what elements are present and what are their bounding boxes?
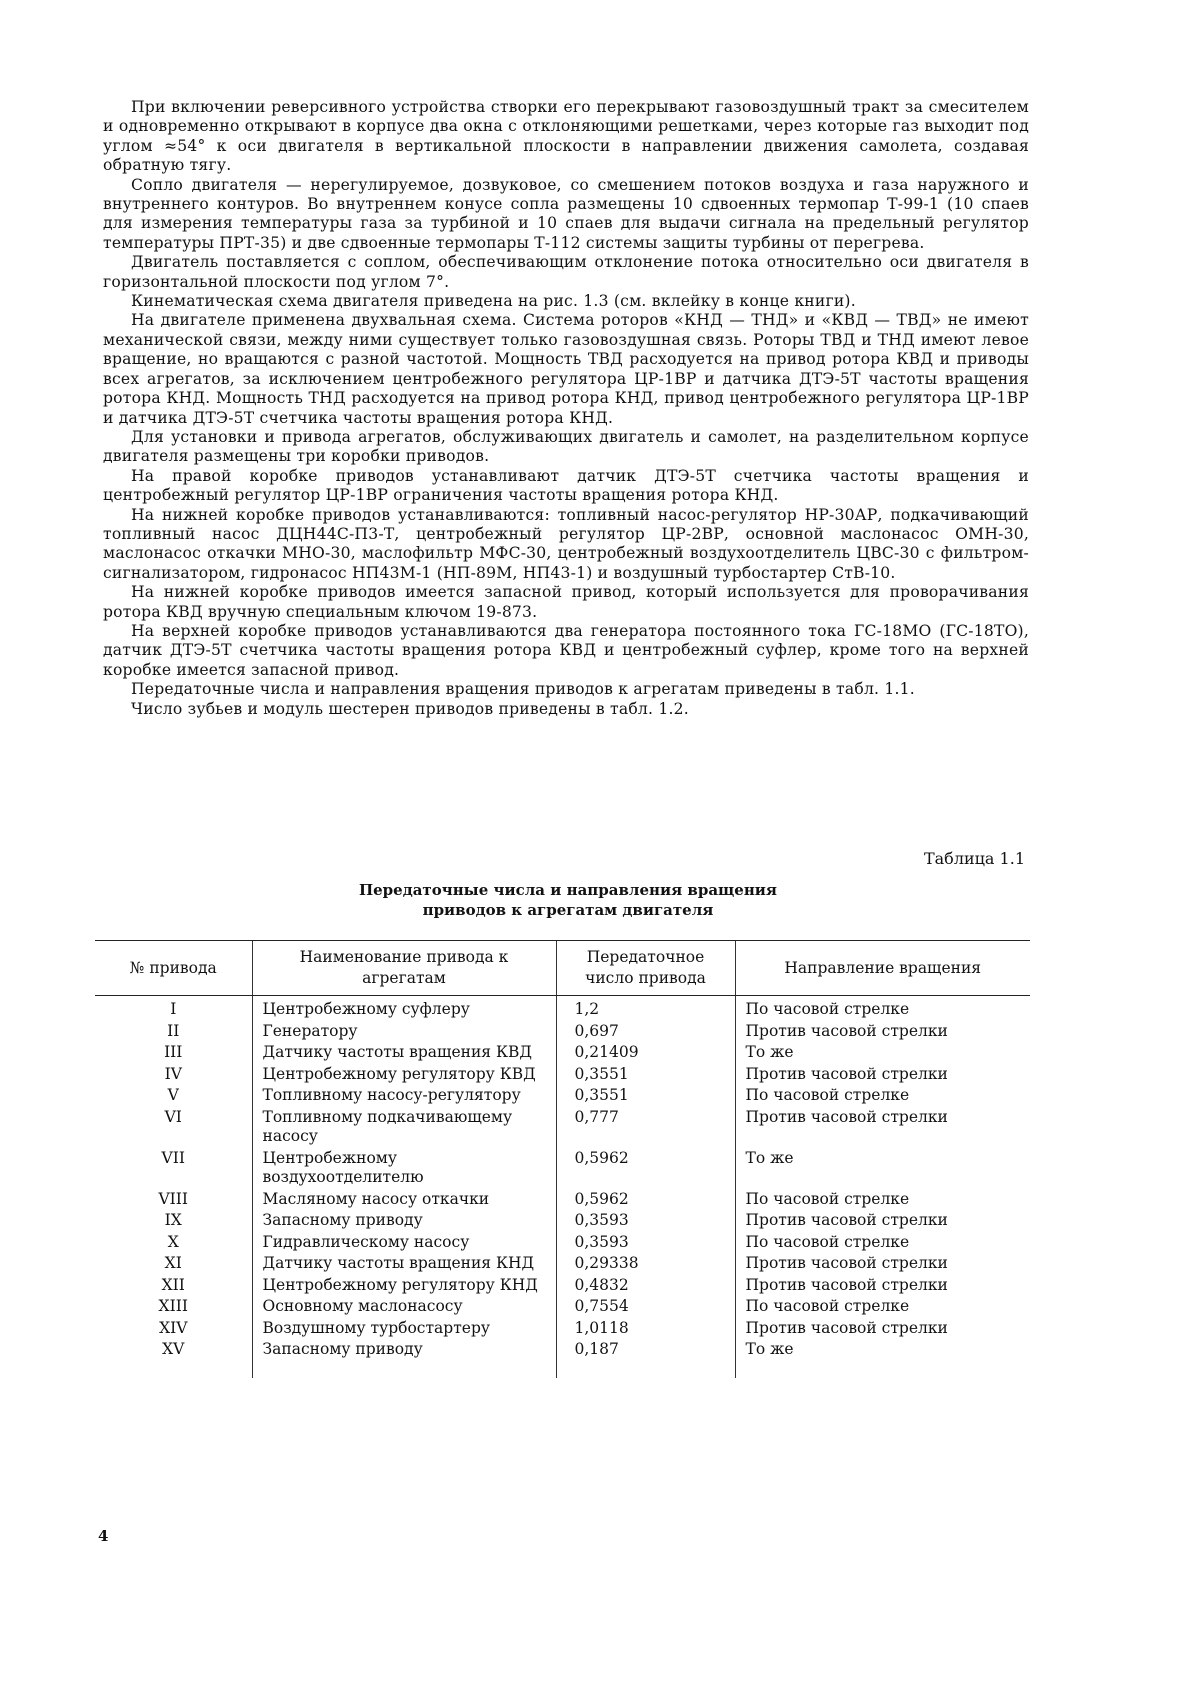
- drive-name-cell: Топливному насосу-регулятору: [252, 1086, 556, 1108]
- drive-number-cell: IV: [164, 1064, 182, 1083]
- paragraph: Кинематическая схема двигателя приведена на рис. 1.3 (см. вклейку в конце книги).: [131, 292, 856, 311]
- drive-number-cell: VI: [164, 1107, 182, 1126]
- drive-number-cell: II: [167, 1021, 180, 1040]
- paragraph: Для установки и привода агрегатов, обслуживающих двигатель и самолет, на разделительном корпусе двигателя размещены три коробки приводов.: [103, 427, 1029, 466]
- rotation-direction-cell: Против часовой стрелки: [735, 1065, 1030, 1087]
- table-row: [95, 1190, 1030, 1212]
- drive-name-cell: Топливному подкачивающему насосу: [252, 1108, 556, 1149]
- drive-name-cell: Масляному насосу откачки: [252, 1190, 556, 1212]
- drive-number-cell: XI: [164, 1254, 182, 1272]
- drive-number-cell: VII: [161, 1148, 185, 1167]
- header-rotation-direction: Направление вращения: [735, 941, 1030, 996]
- rotation-direction-cell: То же: [735, 1149, 1030, 1190]
- paragraph: Передаточные числа и направления вращения приводов к агрегатам приведены в табл. 1.1.: [131, 680, 915, 699]
- gear-ratio-cell: 0,4832: [556, 1276, 735, 1298]
- gear-ratio-cell: 0,5962: [556, 1149, 735, 1190]
- rotation-direction-cell: По часовой стрелке: [735, 996, 1030, 1022]
- gear-ratio-cell: 0,697: [556, 1022, 735, 1044]
- gear-ratio-cell: 0,777: [556, 1108, 735, 1149]
- drive-name-cell: Запасному приводу: [252, 1211, 556, 1233]
- table-title: [0, 880, 1200, 920]
- table-header-row: [95, 941, 1030, 996]
- drive-name-cell: Датчику частоты вращения КНД: [252, 1254, 556, 1276]
- drive-number-cell: III: [164, 1043, 183, 1061]
- paragraph: На двигателе применена двухвальная схема. Система роторов «КНД — ТНД» и «КВД — ТВД» не имеют механической связи, между ними существует только газовоздушная связь. Роторы ТВД и ТНД имеют левое вращение, но вращаются с разной частотой. Мощность ТВД расходуется на привод ротора КВД и приводы всех агрегатов, за исключением центробежного регулятора ЦР-1ВР и датчика ДТЭ-5Т частоты вращения ротора КНД. Мощность ТНД расходуется на привод ротора КНД, привод центробежного регулятора ЦР-1ВР и датчика ДТЭ-5Т счетчика частоты вращения ротора КНД.: [103, 311, 1029, 427]
- drive-name-cell: Центробежному воздухоотделителю: [252, 1149, 556, 1190]
- drive-name-cell: Запасному приводу: [252, 1340, 556, 1378]
- gear-ratio-cell: 0,5962: [556, 1190, 735, 1212]
- rotation-direction-cell: По часовой стрелке: [735, 1233, 1030, 1255]
- table-row: [95, 1233, 1030, 1255]
- drive-name-cell: Основному маслонасосу: [252, 1297, 556, 1319]
- table-row: [95, 1065, 1030, 1087]
- paragraph: Сопло двигателя — нерегулируемое, дозвуковое, со смешением потоков воздуха и газа наружного и внутреннего контуров. Во внутреннем конусе сопла размещены 10 сдвоенных термопар Т-99-1 (10 спаев для измерения температуры газа за турбиной и 10 спаев для выдачи сигнала на предельный регулятор температуры ПРТ-35) и две сдвоенные термопары Т-112 системы защиты турбины от перегрева.: [103, 175, 1029, 252]
- table-row: [95, 1149, 1030, 1190]
- table-row: [95, 1319, 1030, 1341]
- gear-ratio-cell: 0,29338: [556, 1254, 735, 1276]
- rotation-direction-cell: Против часовой стрелки: [735, 1276, 1030, 1298]
- gear-ratio-table: [95, 940, 1030, 1378]
- rotation-direction-cell: Против часовой стрелки: [735, 1319, 1030, 1341]
- rotation-direction-cell: Против часовой стрелки: [735, 1254, 1030, 1276]
- paragraph: На правой коробке приводов устанавливают датчик ДТЭ-5Т счетчика частоты вращения и центробежный регулятор ЦР-1ВР ограничения частоты вращения ротора КНД.: [103, 466, 1029, 505]
- paragraph: На верхней коробке приводов устанавливаются два генератора постоянного тока ГС-18МО (ГС-18ТО), датчик ДТЭ-5Т счетчика частоты вращения ротора КВД и центробежный суфлер, кроме того на верхней коробке имеется запасной привод.: [103, 621, 1029, 679]
- table-row: [95, 1254, 1030, 1276]
- drive-number-cell: XV: [162, 1340, 185, 1358]
- drive-number-cell: I: [170, 1000, 177, 1018]
- rotation-direction-cell: По часовой стрелке: [735, 1086, 1030, 1108]
- drive-number-cell: X: [167, 1232, 179, 1251]
- table-title-line: приводов к агрегатам двигателя: [422, 901, 714, 919]
- drive-number-cell: XII: [161, 1275, 185, 1294]
- paragraph: На нижней коробке приводов устанавливаются: топливный насос-регулятор НР-30АР, подкачивающий топливный насос ДЦН44С-П3-Т, центробежный регулятор ЦР-2ВР, основной маслонасос ОМН-30, маслонасос откачки МНО-30, маслофильтр МФС-30, центробежный воздухоотделитель ЦВС-30 с фильтром-сигнализатором, гидронасос НП43М-1 (НП-89М, НП43-1) и воздушный турбостартер СтВ-10.: [103, 505, 1029, 582]
- table-title-line: Передаточные числа и направления вращения: [358, 881, 778, 899]
- drive-name-cell: Центробежному суфлеру: [252, 996, 556, 1022]
- drive-name-cell: Центробежному регулятору КНД: [252, 1276, 556, 1298]
- drive-name-cell: Гидравлическому насосу: [252, 1233, 556, 1255]
- gear-ratio-cell: 0,3593: [556, 1233, 735, 1255]
- paragraph: Двигатель поставляется с соплом, обеспечивающим отклонение потока относительно оси двигателя в горизонтальной плоскости под углом 7°.: [103, 253, 1029, 291]
- gear-ratio-cell: 0,3551: [556, 1086, 735, 1108]
- gear-ratio-cell: 0,187: [556, 1340, 735, 1378]
- gear-ratio-cell: 1,0118: [556, 1319, 735, 1341]
- table-row: [95, 1043, 1030, 1065]
- gear-ratio-table-container: [95, 940, 1030, 1378]
- drive-number-cell: VIII: [158, 1189, 189, 1208]
- table-row: [95, 1022, 1030, 1044]
- rotation-direction-cell: Против часовой стрелки: [735, 1022, 1030, 1044]
- rotation-direction-cell: То же: [735, 1340, 1030, 1378]
- drive-name-cell: Воздушному турбостартеру: [252, 1319, 556, 1341]
- gear-ratio-cell: 0,7554: [556, 1297, 735, 1319]
- rotation-direction-cell: Против часовой стрелки: [735, 1108, 1030, 1149]
- table-row: [95, 1297, 1030, 1319]
- table-row: [95, 1086, 1030, 1108]
- rotation-direction-cell: По часовой стрелке: [735, 1297, 1030, 1319]
- table-body: [95, 996, 1030, 1378]
- gear-ratio-cell: 0,21409: [556, 1043, 735, 1065]
- paragraph: На нижней коробке приводов имеется запасной привод, который используется для проворачивания ротора КВД вручную специальным ключом 19-873.: [103, 583, 1029, 621]
- gear-ratio-cell: 0,3593: [556, 1211, 735, 1233]
- body-text: [103, 98, 1029, 719]
- table-number-label: Таблица 1.1: [923, 849, 1025, 868]
- drive-name-cell: Центробежному регулятору КВД: [252, 1065, 556, 1087]
- paragraph: Число зубьев и модуль шестерен приводов приведены в табл. 1.2.: [131, 699, 689, 718]
- header-drive-name: Наименование привода к агрегатам: [252, 941, 556, 996]
- rotation-direction-cell: Против часовой стрелки: [735, 1211, 1030, 1233]
- drive-number-cell: IX: [164, 1211, 182, 1229]
- drive-number-cell: V: [167, 1086, 179, 1104]
- header-gear-ratio: Передаточное число привода: [556, 941, 735, 996]
- page-number: 4: [98, 1527, 109, 1545]
- rotation-direction-cell: По часовой стрелке: [735, 1190, 1030, 1212]
- rotation-direction-cell: То же: [735, 1043, 1030, 1065]
- table-row: [95, 1276, 1030, 1298]
- gear-ratio-cell: 0,3551: [556, 1065, 735, 1087]
- table-row: [95, 1211, 1030, 1233]
- table-row: [95, 1340, 1030, 1378]
- paragraph: При включении реверсивного устройства створки его перекрывают газовоздушный тракт за смесителем и одновременно открывают в корпусе два окна с отклоняющими решетками, через которые газ выходит под углом ≈54° к оси двигателя в вертикальной плоскости в направлении движения самолета, создавая обратную тягу.: [103, 98, 1029, 175]
- drive-number-cell: XIV: [159, 1318, 188, 1337]
- drive-number-cell: XIII: [158, 1297, 188, 1315]
- header-drive-number: № привода: [95, 941, 252, 996]
- drive-name-cell: Датчику частоты вращения КВД: [252, 1043, 556, 1065]
- drive-name-cell: Генератору: [252, 1022, 556, 1044]
- gear-ratio-cell: 1,2: [556, 996, 735, 1022]
- table-row: [95, 996, 1030, 1022]
- table-row: [95, 1108, 1030, 1149]
